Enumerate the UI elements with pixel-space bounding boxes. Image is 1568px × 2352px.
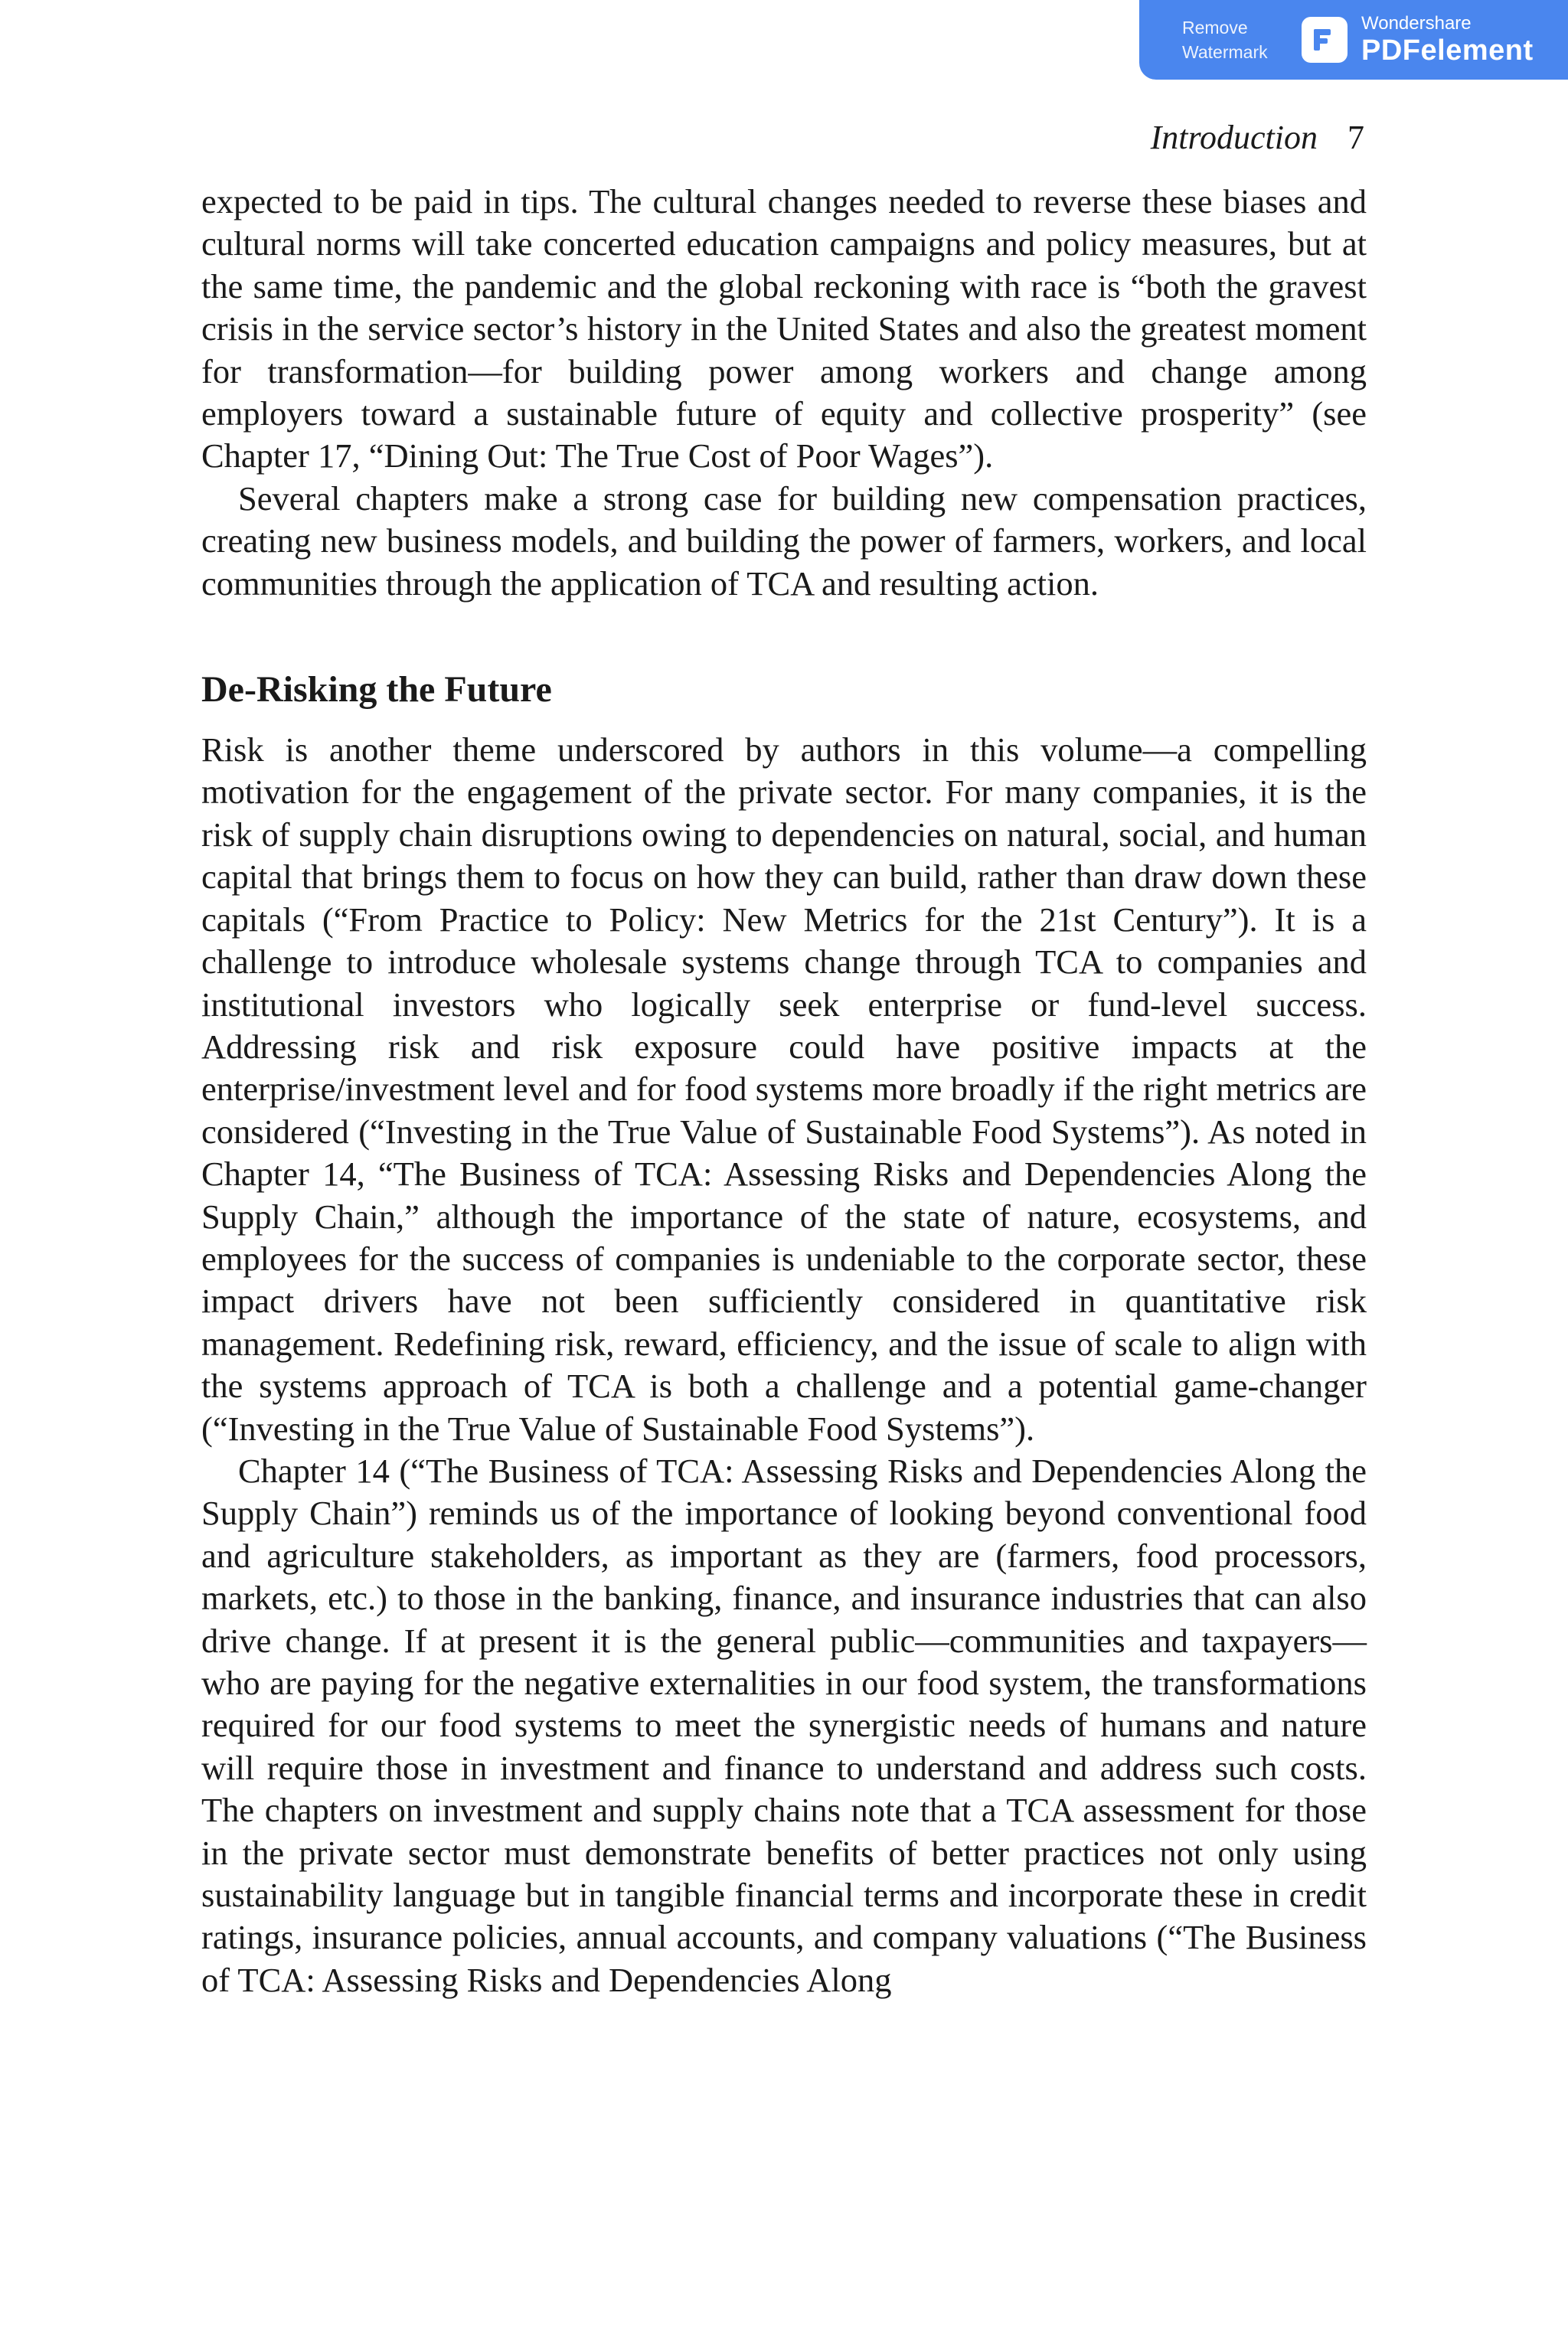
page-number: 7 <box>1348 119 1364 156</box>
paragraph-1: expected to be paid in tips. The cultural changes needed to reverse these biases and cultural norms will take concerted education campaigns and policy measures, but at the same time, the pandemic and the global reckoning with race is “both the gravest crisis in the service sector’s history in the United States and also the greatest moment for transformation—for building power among workers and change among employers toward a sustainable future of equity and collective prosperity” (see Chapter 17, “Dining Out: The True Cost of Poor Wages”). <box>201 182 1367 475</box>
paragraph-2: Several chapters make a strong case for building new compensation practices, creating new business models, and building the power of farmers, workers, and local communities through the application of TCA and resulting action. <box>201 479 1367 603</box>
pdfelement-logo-icon <box>1302 17 1348 63</box>
remove-label-line1: Remove <box>1182 18 1248 38</box>
running-header <box>1151 115 1364 161</box>
brand-main: PDFelement <box>1361 34 1534 67</box>
remove-watermark-button[interactable] <box>1182 15 1289 64</box>
running-header-title: Introduction <box>1150 119 1318 156</box>
remove-label-line2: Watermark <box>1182 42 1268 62</box>
brand-top: Wondershare <box>1361 13 1472 34</box>
brand-name <box>1361 13 1534 67</box>
section-heading: De-Risking the Future <box>201 669 552 710</box>
page-body <box>201 181 1367 2001</box>
remove-watermark-banner[interactable] <box>1139 0 1568 80</box>
paragraph-4: Chapter 14 (“The Business of TCA: Assessing Risks and Dependencies Along the Supply Chain”) reminds us of the importance of looking beyond conventional food and agriculture stakeholders, as important as they are (farmers, food processors, markets, etc.) to those in the banking, finance, and insurance industries that can also drive change. If at present it is the general public—communities and taxpayers—who are paying for the negative externalities in our food system, the transformations required for our food systems to meet the synergistic needs of humans and nature will require those in investment and finance to understand and address such costs. The chapters on investment and supply chains note that a TCA assessment for those in the private sector must demonstrate benefits of better practices not only using sustainability language but in tangible financial terms and incorporate these in credit ratings, insurance policies, annual accounts, and company valuations (“The Business of TCA: Assessing Risks and Dependencies Along <box>201 1451 1367 1999</box>
paragraph-3: Risk is another theme underscored by authors in this volume—a compelling motivation for the engagement of the private sector. For many companies, it is the risk of supply chain disruptions owing to dependencies on natural, social, and human capital that brings them to focus on how they can build, rather than draw down these capitals (“From Practice to Policy: New Metrics for the 21st Century”). It is a challenge to introduce wholesale systems change through TCA to companies and institutional investors who logically seek enterprise or fund-level success. Addressing risk and risk exposure could have positive impacts at the enterprise/investment level and for food systems more broadly if the right metrics are considered (“Investing in the True Value of Sustainable Food Systems”). As noted in Chapter 14, “The Business of TCA: Assessing Risks and Dependencies Along the Supply Chain,” although the importance of the state of nature, ecosystems, and employees for the success of companies is undeniable to the corporate sector, these impact drivers have not been sufficiently considered in quantitative risk management. Redefining risk, reward, efficiency, and the issue of scale to align with the systems approach of TCA is both a challenge and a potential game-changer (“Investing in the True Value of Sustainable Food Systems”). <box>201 730 1367 1448</box>
